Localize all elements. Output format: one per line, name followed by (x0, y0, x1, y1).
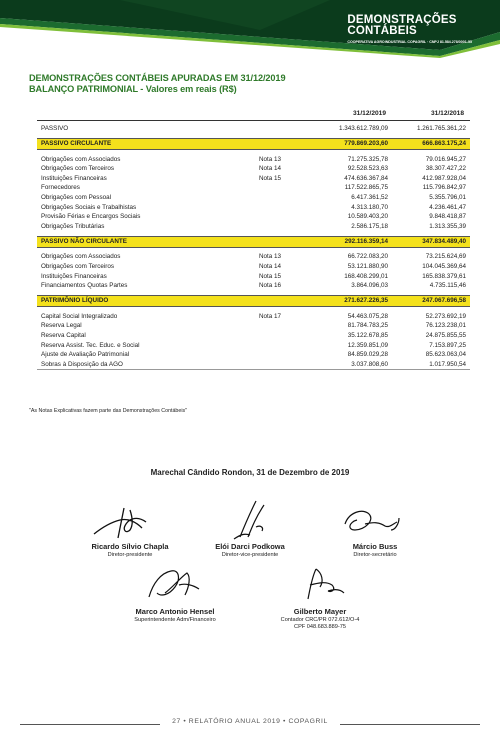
row-label: PASSIVO (41, 125, 69, 132)
signature-drawing (90, 500, 170, 542)
row-label: Obrigações com Associados (41, 253, 121, 261)
row-value-2019: 117.522.865,75 (344, 184, 388, 192)
row-label: Obrigações com Terceiros (41, 165, 115, 173)
table-row (37, 312, 470, 322)
table-row (37, 222, 470, 232)
row-value-2019: 92.528.523,63 (347, 165, 388, 173)
section-row-passivo-nao-circulante (37, 237, 470, 247)
signer-name: Gilberto Mayer (293, 607, 347, 616)
row-value-2019: 10.589.403,20 (347, 213, 388, 221)
row-value-2018: 115.796.842,97 (422, 184, 466, 192)
row-value-2018: 5.355.796,01 (429, 193, 466, 201)
page-footer (0, 718, 500, 730)
signer-name: Márcio Buss (352, 542, 398, 551)
row-value-2019: 71.275.325,78 (347, 155, 388, 163)
table-row (37, 272, 470, 282)
section-value-2019: 779.869.203,60 (344, 140, 388, 148)
column-header-2018: 31/12/2018 (430, 110, 464, 117)
section-value-2018: 347.834.489,40 (422, 237, 466, 245)
table-row (37, 331, 470, 341)
row-label: Obrigações Tributárias (41, 222, 105, 230)
row-value-2018: 73.215.624,69 (425, 253, 466, 261)
row-note: Nota 13 (259, 253, 282, 261)
row-value-2018: 1.017.950,54 (429, 360, 466, 368)
row-value-2018: 85.623.063,04 (425, 351, 466, 359)
rows-passivo-nao-circulante (37, 252, 470, 290)
row-value-2019: 35.122.678,85 (347, 331, 388, 339)
row-value-2019: 53.121.880,90 (347, 262, 388, 270)
banner-text (347, 15, 472, 44)
row-label: Instituições Financeiras (41, 174, 107, 182)
row-value-2018: 76.123.238,01 (425, 322, 466, 330)
row-value-2019: 168.408.299,01 (344, 272, 388, 280)
row-label: Reserva Capital (41, 331, 86, 339)
row-value-2019: 2.586.175,18 (351, 222, 388, 230)
table-bottom-rule (37, 369, 470, 370)
place-and-date: Marechal Cândido Rondon, 31 de Dezembro de 2019 (150, 468, 350, 477)
table-row (37, 155, 470, 165)
row-note: Nota 14 (259, 262, 282, 270)
signature-block (190, 497, 310, 558)
signature-block (70, 500, 190, 558)
row-value-2018: 165.838.379,61 (422, 272, 466, 280)
header-banner (0, 0, 500, 58)
row-value-2018: 24.875.855,55 (425, 331, 466, 339)
section-value-2018: 666.863.175,24 (422, 140, 466, 148)
signer-cpf: CPF 048.683.889-75 (294, 624, 346, 630)
table-row (37, 281, 470, 291)
row-label: Financiamentos Quotas Partes (41, 282, 128, 290)
row-value-2018: 9.848.418,87 (429, 213, 466, 221)
signature-block (115, 563, 235, 623)
table-row (37, 262, 470, 272)
row-label: Obrigações com Associados (41, 155, 121, 163)
rows-passivo-circulante (37, 155, 470, 232)
row-value-2018: 104.045.369,64 (422, 262, 466, 270)
balance-sheet-table (37, 110, 470, 370)
section-value-2019: 292.116.359,14 (344, 237, 388, 245)
section-row-patrimonio-liquido (37, 296, 470, 306)
row-value-2018: 1.261.765.361,22 (416, 125, 466, 132)
table-row (37, 321, 470, 331)
row-note: Nota 14 (259, 165, 282, 173)
row-value-2019: 3.037.808,60 (351, 360, 388, 368)
row-note: Nota 17 (259, 312, 282, 320)
table-row (37, 174, 470, 184)
row-value-2019: 3.864.096,03 (351, 282, 388, 290)
header-rule (37, 120, 470, 121)
table-row (37, 193, 470, 203)
report-title-block (29, 73, 285, 94)
footer-text: 27 • RELATÓRIO ANUAL 2019 • COPAGRIL (172, 718, 328, 725)
row-label: Capital Social Integralizado (41, 312, 118, 320)
row-note: Nota 16 (259, 282, 282, 290)
banner-title: DEMONSTRAÇÕES CONTÁBEIS (347, 14, 457, 37)
row-value-2019: 4.313.180,70 (351, 203, 388, 211)
signature-drawing (335, 500, 415, 542)
row-label: Provisão Férias e Encargos Sociais (41, 213, 141, 221)
table-row (37, 164, 470, 174)
signer-role: Diretor-secretário (353, 552, 397, 558)
section-value-2019: 271.627.226,35 (344, 297, 388, 305)
signer-role: Diretor-vice-presidente (221, 552, 279, 558)
row-label: Ajuste de Avaliação Patrimonial (41, 351, 130, 359)
section-label: PATRIMÔNIO LÍQUIDO (41, 297, 109, 305)
table-row (37, 212, 470, 222)
signature-drawing (280, 563, 360, 607)
table-row (37, 350, 470, 360)
section-row-passivo-circulante (37, 139, 470, 149)
row-label: Fornecedores (41, 184, 80, 192)
section-label: PASSIVO CIRCULANTE (41, 140, 112, 148)
row-value-2019: 1.343.612.789,09 (338, 125, 388, 132)
row-label: Obrigações com Pessoal (41, 193, 111, 201)
row-note: Nota 15 (259, 272, 282, 280)
banner-subtitle: COOPERATIVA AGROINDUSTRIAL COPAGRIL · CNPJ 81.584.278/0001-55 (347, 40, 472, 44)
row-value-2018: 4.236.461,47 (429, 203, 466, 211)
row-note: Nota 13 (259, 155, 282, 163)
footnote: "As Notas Explicativas fazem parte das Demonstrações Contábeis" (29, 408, 188, 414)
row-value-2018: 7.153.897,25 (429, 341, 466, 349)
row-label: Instituições Financeiras (41, 272, 107, 280)
report-subtitle: BALANÇO PATRIMONIAL - Valores em reais (R$) (29, 84, 237, 94)
rows-patrimonio-liquido (37, 312, 470, 370)
signer-role: Contador CRC/PR 072.612/O-4 (280, 617, 360, 623)
passivo-total-row (37, 124, 470, 134)
row-value-2018: 52.273.692,19 (425, 312, 466, 320)
table-row (37, 203, 470, 213)
report-title: DEMONSTRAÇÕES CONTÁBEIS APURADAS EM 31/12/2019 (29, 73, 286, 83)
signer-role: Superintendente Adm/Financeiro (134, 617, 216, 623)
row-value-2019: 81.784.783,25 (347, 322, 388, 330)
signer-name: Elói Darci Podkowa (215, 542, 285, 551)
table-row (37, 183, 470, 193)
row-value-2018: 79.016.945,27 (425, 155, 466, 163)
row-value-2018: 38.307.427,22 (425, 165, 466, 173)
row-value-2019: 12.359.851,09 (347, 341, 388, 349)
row-value-2018: 412.987.928,04 (422, 174, 466, 182)
row-label: Sobras à Disposição da AGO (41, 360, 123, 368)
table-row (37, 360, 470, 370)
row-label: Obrigações Sociais e Trabalhistas (41, 203, 137, 211)
row-note: Nota 15 (259, 174, 282, 182)
row-value-2019: 54.463.075,28 (347, 312, 388, 320)
row-value-2019: 66.722.083,20 (347, 253, 388, 261)
row-label: Reserva Assist. Tec. Educ. e Social (41, 341, 140, 349)
row-value-2019: 6.417.361,52 (351, 193, 388, 201)
signer-role: Diretor-presidente (107, 552, 153, 558)
signer-name: Ricardo Sílvio Chapla (91, 542, 169, 551)
row-label: Obrigações com Terceiros (41, 262, 115, 270)
row-label: Reserva Legal (41, 322, 82, 330)
row-value-2018: 4.735.115,46 (429, 282, 466, 290)
signature-drawing (210, 497, 290, 542)
row-value-2018: 1.313.355,39 (429, 222, 466, 230)
section-label: PASSIVO NÃO CIRCULANTE (41, 237, 127, 245)
signer-name: Marco Antonio Hensel (135, 607, 215, 616)
table-row (37, 252, 470, 262)
signature-block (315, 500, 435, 558)
table-header (37, 110, 470, 124)
row-value-2019: 84.859.029,28 (347, 351, 388, 359)
signature-block (260, 563, 380, 630)
column-header-2019: 31/12/2019 (352, 110, 386, 117)
section-value-2018: 247.067.696,58 (422, 297, 466, 305)
signature-drawing (135, 563, 215, 607)
table-row (37, 341, 470, 351)
row-value-2019: 474.636.367,84 (344, 174, 388, 182)
